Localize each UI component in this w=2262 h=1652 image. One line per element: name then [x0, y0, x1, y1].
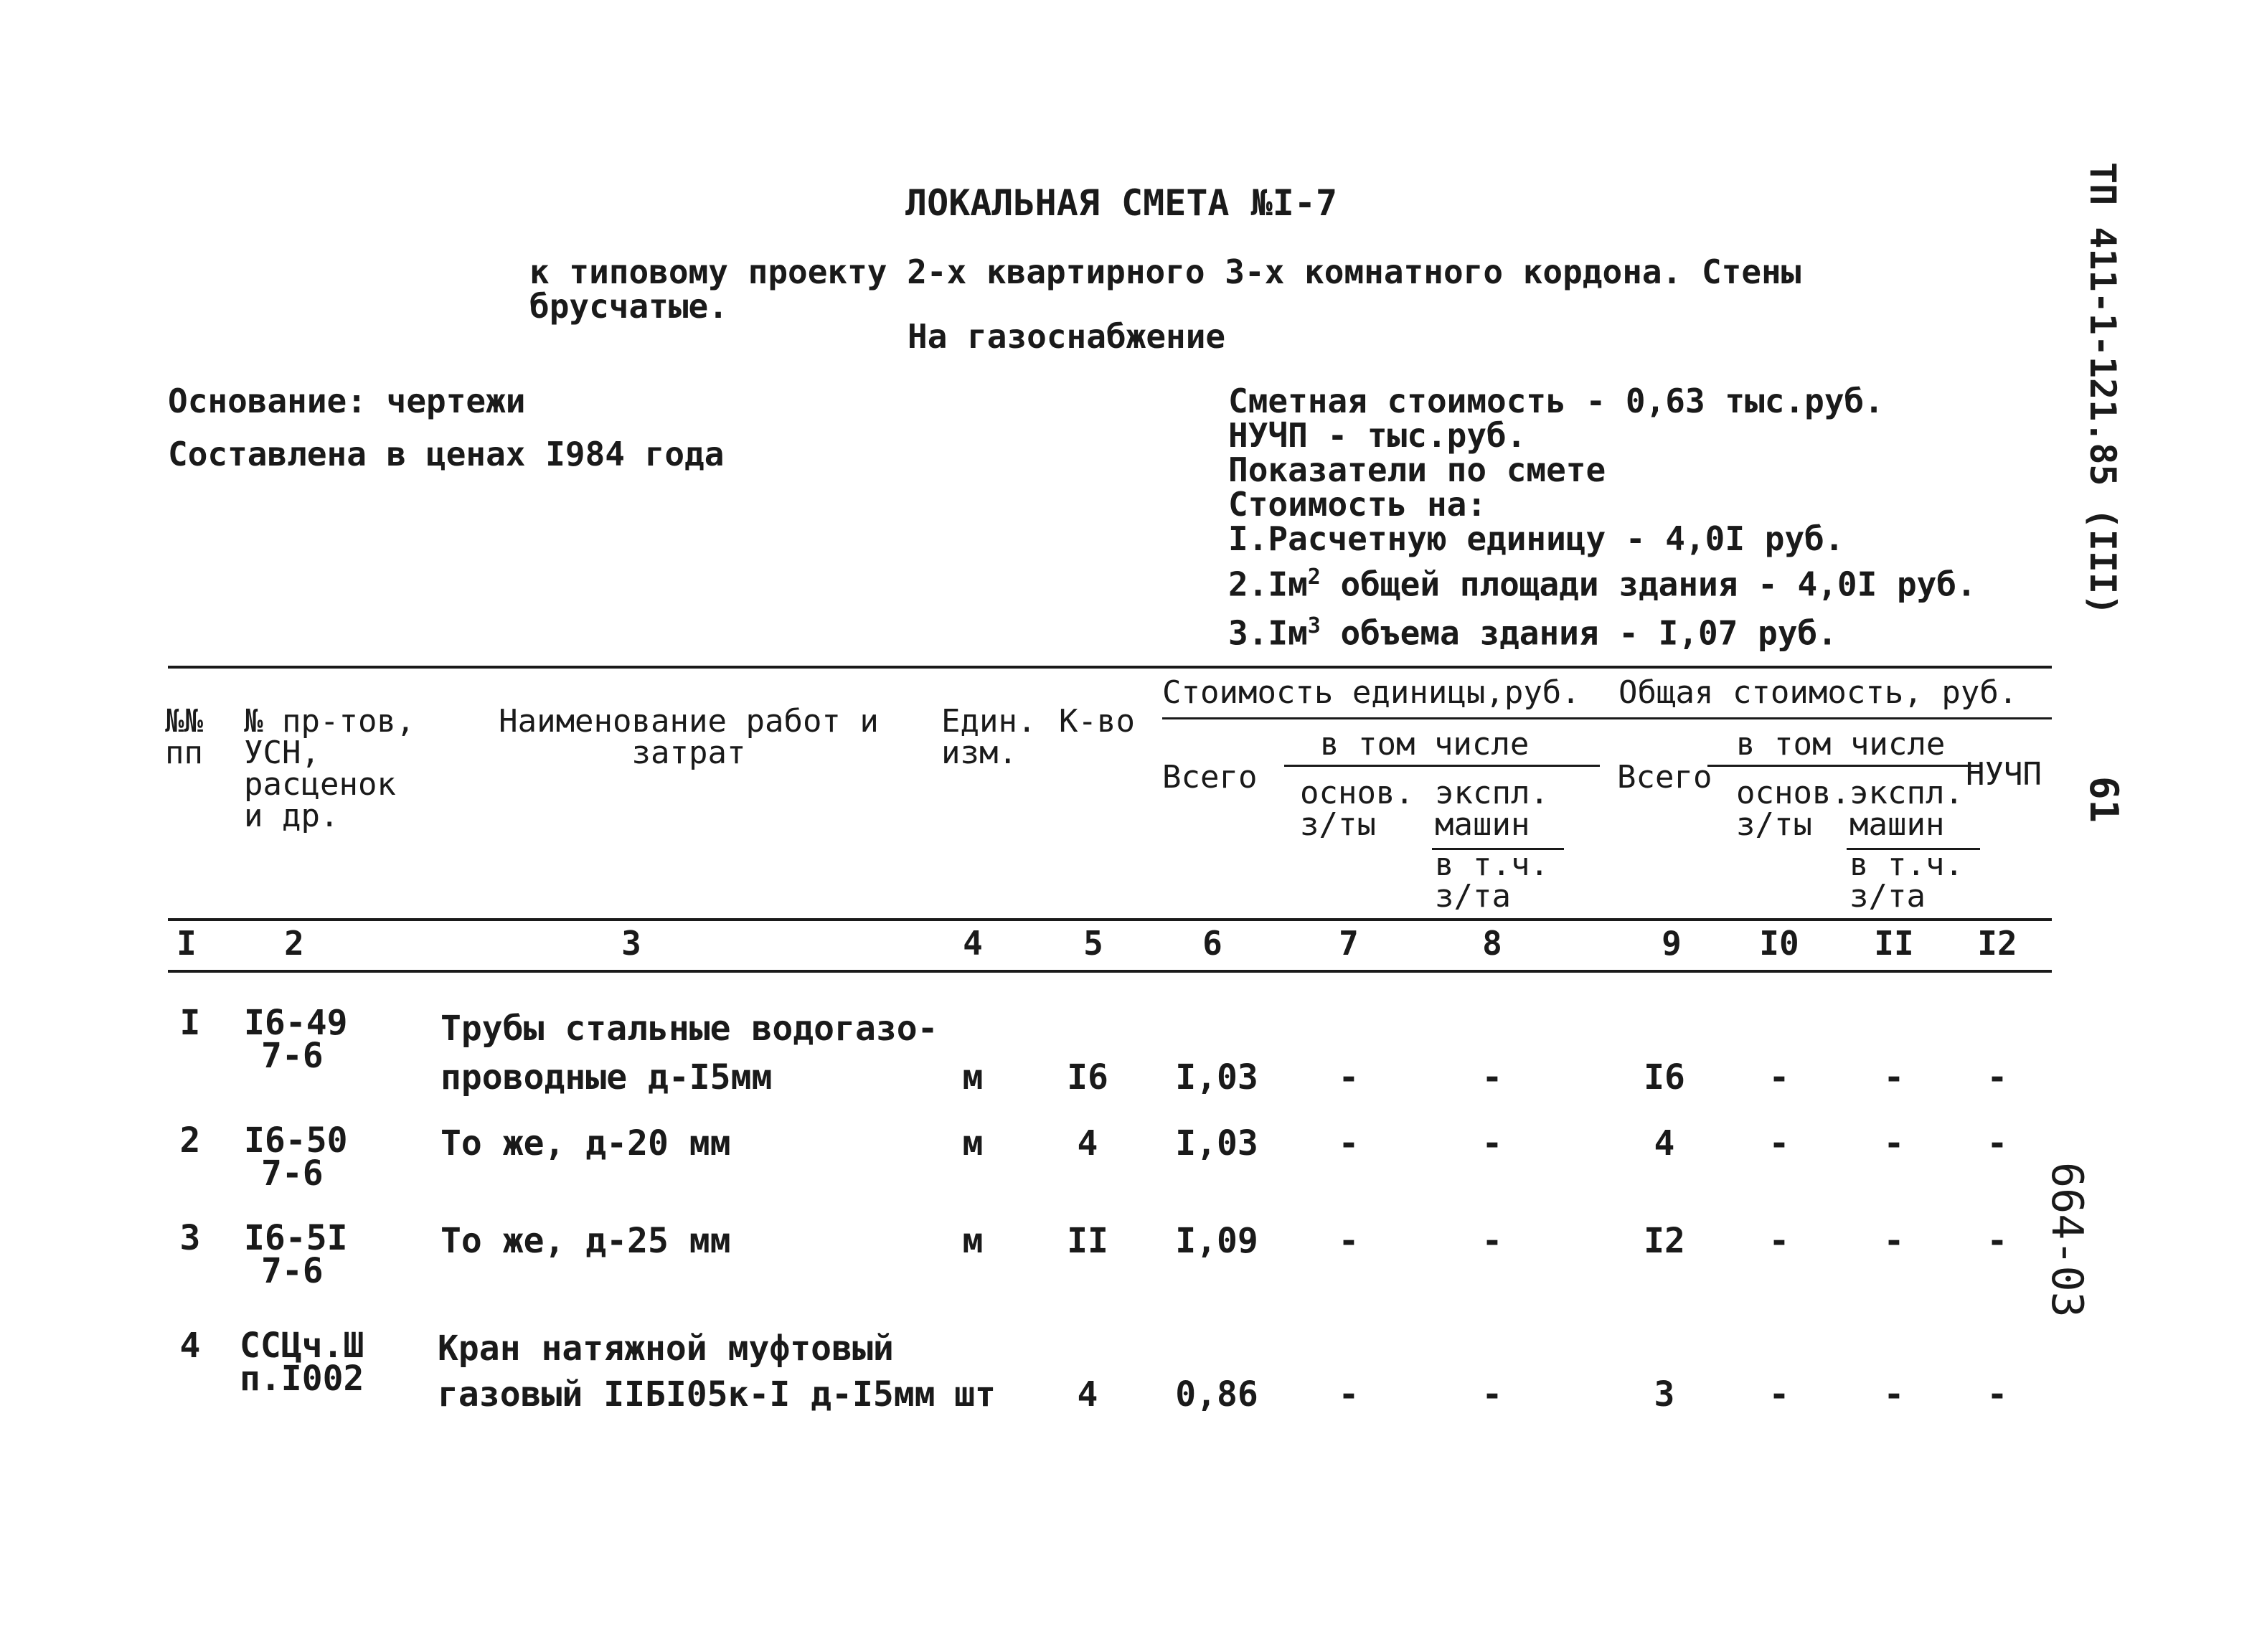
header-nuchp: НУЧП [1966, 756, 2042, 793]
row2-total-machines: - [1883, 1123, 1905, 1164]
col-num-3: 3 [621, 924, 641, 963]
row4-name2: газовый IIБI05к-I д-I5мм [438, 1374, 936, 1415]
row3-nuchp: - [1987, 1221, 2008, 1261]
col-num-2: 2 [284, 924, 304, 963]
row1-unit-total: I,03 [1175, 1057, 1258, 1098]
document-title: ЛОКАЛЬНАЯ СМЕТА №I-7 [905, 182, 1338, 224]
row1-unit-wages: - [1338, 1057, 1359, 1098]
row4-total-wages: - [1768, 1374, 1790, 1415]
incl-rule-unit [1284, 765, 1600, 767]
header-qty: К-во [1059, 703, 1135, 740]
column-numbers-rule [168, 970, 2052, 973]
indicator-3-suffix: объема здания - I,07 руб. [1320, 613, 1837, 653]
row4-qty: 4 [1077, 1374, 1098, 1415]
col-num-10: I0 [1759, 924, 1799, 963]
col-num-6: 6 [1202, 924, 1222, 963]
row3-name1: То же, д-25 мм [440, 1221, 731, 1261]
col-num-1: I [176, 924, 197, 963]
indicator-3 [1228, 613, 1837, 653]
col-num-4: 4 [963, 924, 983, 963]
row1-code1: I6-49 [244, 1003, 348, 1043]
indicators-title: Показатели по смете [1228, 450, 1606, 489]
row1-nuchp: - [1987, 1057, 2008, 1098]
row3-unit-wages: - [1338, 1221, 1359, 1261]
row4-unit-wages: - [1338, 1374, 1359, 1415]
indicator-2-prefix: 2.Iм [1228, 565, 1308, 604]
nuchp-line: НУЧП - тыс.руб. [1228, 416, 1527, 455]
row4-total: 3 [1654, 1374, 1675, 1415]
stamp-code: 664-03 [2042, 1162, 2092, 1318]
col-num-5: 5 [1083, 924, 1103, 963]
incl-rule-total [1707, 765, 1980, 767]
row3-code2: 7-6 [261, 1251, 324, 1291]
row3-qty: II [1067, 1221, 1108, 1261]
header-total-cost-group: Общая стоимость, руб. [1618, 674, 2018, 711]
col-num-7: 7 [1339, 924, 1359, 963]
row2-qty: 4 [1077, 1123, 1098, 1164]
row4-code2: п.I002 [240, 1359, 364, 1399]
indicator-2-suffix: общей площади здания - 4,0I руб. [1320, 565, 1976, 604]
header-name: Наименование работ и затрат [499, 703, 879, 771]
row3-unit-machines: - [1481, 1221, 1503, 1261]
col-num-8: 8 [1482, 924, 1502, 963]
row2-unit: м [962, 1123, 984, 1164]
header-total-incl: в том числе [1736, 726, 1946, 763]
row3-unit-total: I,09 [1175, 1221, 1258, 1261]
indicator-2 [1228, 565, 1976, 604]
row3-no: 3 [179, 1218, 201, 1258]
row4-unit: шт [954, 1374, 996, 1415]
col-num-12: I2 [1977, 924, 2017, 963]
row4-code1: ССЦч.Ш [240, 1326, 364, 1366]
row4-nuchp: - [1987, 1374, 2008, 1415]
header-unit-machines: экспл. машин [1435, 775, 1549, 843]
table-top-rule [168, 666, 2052, 669]
header-total-wages: основ. з/ты [1736, 775, 1850, 843]
row4-name1: Кран натяжной муфтовый [438, 1328, 894, 1369]
section-title: На газоснабжение [908, 317, 1226, 356]
row4-total-machines: - [1883, 1374, 1905, 1415]
subtitle-line-1: к типовому проекту 2-х квартирного 3-х комнатного кордона. Стены [529, 252, 1801, 291]
indicator-3-sup: 3 [1307, 613, 1321, 638]
row2-no: 2 [179, 1120, 201, 1161]
indicator-2-sup: 2 [1307, 565, 1321, 590]
header-total-machines-wages: в т.ч. з/та [1849, 846, 1964, 915]
row1-name1: Трубы стальные водогазо- [440, 1009, 938, 1049]
row3-code1: I6-5I [244, 1218, 348, 1258]
row2-code1: I6-50 [244, 1120, 348, 1161]
header-no: №№ пп [165, 703, 203, 771]
page-number: 61 [2081, 776, 2126, 823]
row2-nuchp: - [1987, 1123, 2008, 1164]
header-unit: Един. изм. [941, 703, 1037, 771]
row1-total-wages: - [1768, 1057, 1790, 1098]
row3-total-machines: - [1883, 1221, 1905, 1261]
side-project-code: ТП 411-1-121.85 (III) [2082, 162, 2124, 616]
header-unit-machines-wages: в т.ч. з/та [1435, 846, 1549, 915]
row2-total: 4 [1654, 1123, 1675, 1164]
header-unit-total: Всего [1162, 759, 1258, 796]
header-total-total: Всего [1617, 759, 1712, 796]
row1-code2: 7-6 [261, 1036, 324, 1076]
row4-unit-total: 0,86 [1175, 1374, 1258, 1415]
row2-unit-machines: - [1481, 1123, 1503, 1164]
basis-text: Основание: чертежи [168, 382, 526, 420]
estimated-cost: Сметная стоимость - 0,63 тыс.руб. [1228, 382, 1884, 420]
row1-total-machines: - [1883, 1057, 1905, 1098]
row3-unit: м [962, 1221, 984, 1261]
prices-text: Составлена в ценах I984 года [168, 435, 725, 473]
row1-unit: м [962, 1057, 984, 1098]
row1-total: I6 [1644, 1057, 1685, 1098]
indicator-3-prefix: 3.Iм [1228, 613, 1308, 653]
col-num-11: II [1874, 924, 1914, 963]
row2-name1: То же, д-20 мм [440, 1123, 731, 1164]
row4-no: 4 [179, 1326, 201, 1366]
row3-total: I2 [1644, 1221, 1685, 1261]
cost-for-label: Стоимость на: [1228, 485, 1487, 524]
row2-total-wages: - [1768, 1123, 1790, 1164]
group-header-rule [1162, 717, 2052, 719]
row1-unit-machines: - [1481, 1057, 1503, 1098]
header-total-machines: экспл. машин [1849, 775, 1964, 843]
indicator-1: I.Расчетную единицу - 4,0I руб. [1228, 519, 1844, 558]
row3-total-wages: - [1768, 1221, 1790, 1261]
col-num-9: 9 [1662, 924, 1682, 963]
row2-code2: 7-6 [261, 1153, 324, 1194]
row1-name2: проводные д-I5мм [440, 1057, 773, 1098]
header-unit-incl: в том числе [1320, 726, 1530, 763]
row2-unit-total: I,03 [1175, 1123, 1258, 1164]
row4-unit-machines: - [1481, 1374, 1503, 1415]
header-bottom-rule [168, 918, 2052, 921]
subtitle-line-2: брусчатые. [529, 287, 728, 326]
header-unit-wages: основ. з/ты [1300, 775, 1414, 843]
row2-unit-wages: - [1338, 1123, 1359, 1164]
row1-qty: I6 [1067, 1057, 1108, 1098]
row1-no: I [179, 1003, 201, 1043]
header-unit-cost-group: Стоимость единицы,руб. [1162, 674, 1580, 711]
header-code: № пр-тов, УСН, расценок и др. [244, 703, 415, 834]
